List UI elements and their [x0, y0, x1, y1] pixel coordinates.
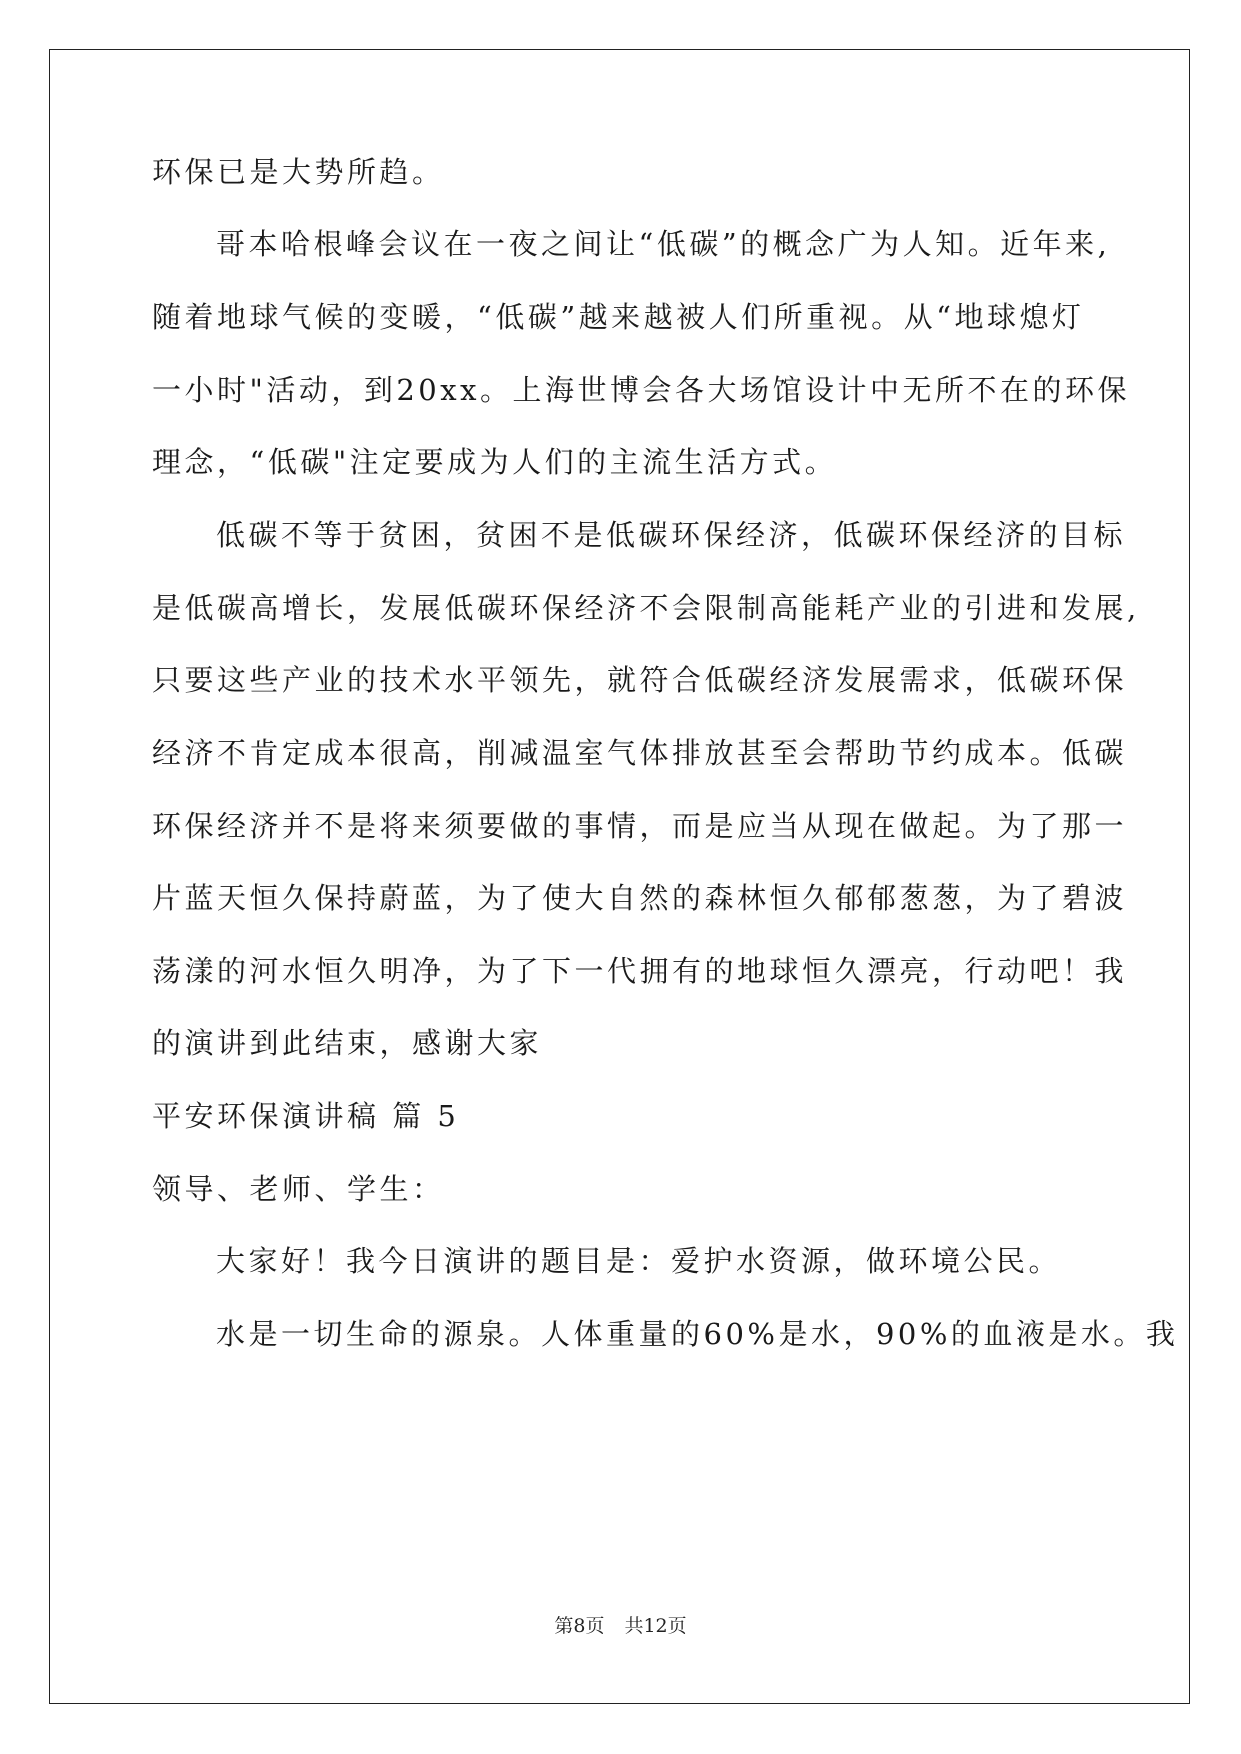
paragraph-line: 的演讲到此结束，感谢大家	[152, 1026, 543, 1060]
paragraph-line: 理念，“低碳"注定要成为人们的主流生活方式。	[152, 445, 838, 479]
page-footer	[0, 1614, 1241, 1638]
paragraph-line: 水是一切生命的源泉。人体重量的60%是水，90%的血液是水。我	[216, 1317, 1179, 1351]
paragraph-line: 经济不肯定成本很高，削减温室气体排放甚至会帮助节约成本。低碳	[152, 736, 1128, 770]
paragraph-line: 随着地球气候的变暖，“低碳”越来越被人们所重视。从“地球熄灯	[152, 300, 1085, 334]
page-number-total: 共12页	[624, 1615, 687, 1637]
paragraph-line: 是低碳高增长，发展低碳环保经济不会限制高能耗产业的引进和发展,	[152, 591, 1140, 625]
paragraph-line: 环保已是大势所趋。	[152, 155, 445, 189]
paragraph-line: 哥本哈根峰会议在一夜之间让“低碳”的概念广为人知。近年来,	[216, 227, 1111, 261]
salutation: 领导、老师、学生：	[152, 1172, 445, 1206]
paragraph-line: 大家好！我今日演讲的题目是：爱护水资源，做环境公民。	[216, 1244, 1062, 1278]
paragraph-line: 片蓝天恒久保持蔚蓝，为了使大自然的森林恒久郁郁葱葱，为了碧波	[152, 881, 1128, 915]
paragraph-line: 荡漾的河水恒久明净，为了下一代拥有的地球恒久漂亮，行动吧！我	[152, 954, 1128, 988]
paragraph-line: 只要这些产业的技术水平领先，就符合低碳经济发展需求，低碳环保	[152, 663, 1128, 697]
paragraph-line: 环保经济并不是将来须要做的事情，而是应当从现在做起。为了那一	[152, 809, 1128, 843]
paragraph-line: 低碳不等于贫困，贫困不是低碳环保经济，低碳环保经济的目标	[216, 518, 1127, 552]
page-number-current: 第8页	[554, 1615, 605, 1637]
paragraph-line: 一小时"活动，到20xx。上海世博会各大场馆设计中无所不在的环保	[152, 373, 1130, 407]
section-heading: 平安环保演讲稿 篇 5	[152, 1099, 460, 1133]
